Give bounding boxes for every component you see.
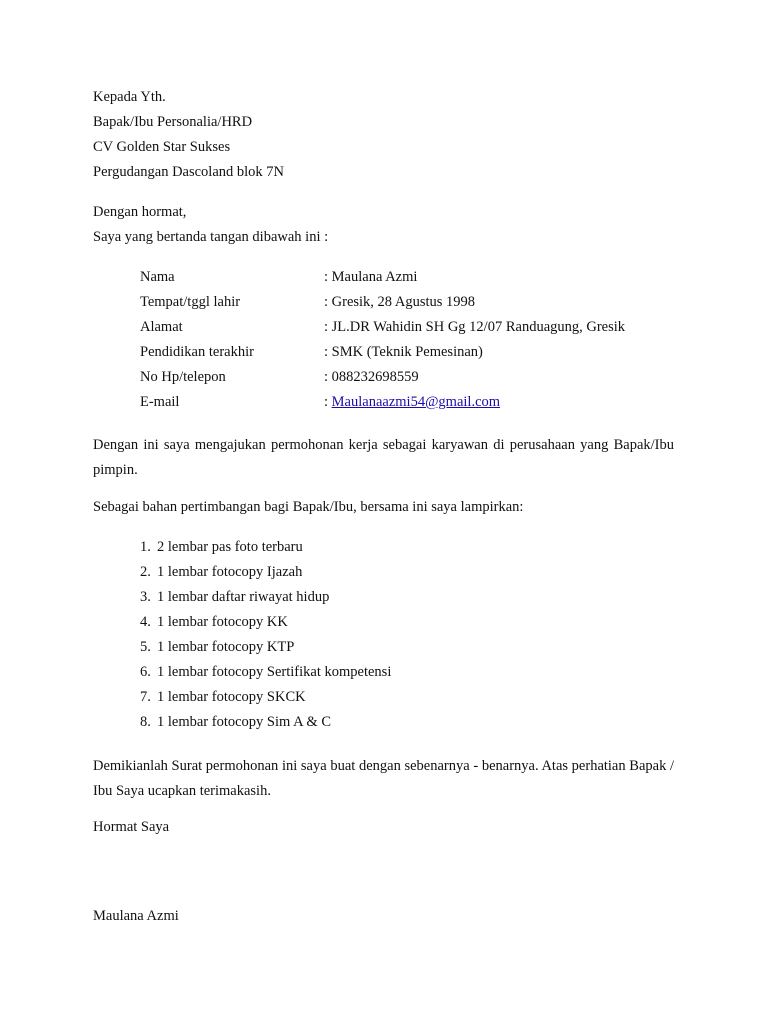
- list-item-number: 5.: [140, 639, 151, 655]
- field-value-email-row: [324, 393, 500, 411]
- list-item: 1 lembar daftar riwayat hidup: [157, 589, 330, 605]
- list-item: 1 lembar fotocopy Ijazah: [157, 564, 303, 580]
- email-link[interactable]: Maulanaazmi54@gmail.com: [331, 394, 501, 410]
- recipient-line-3: CV Golden Star Sukses: [93, 139, 231, 155]
- list-item: 1 lembar fotocopy Sim A & C: [157, 714, 331, 730]
- list-item: 1 lembar fotocopy Sertifikat kompetensi: [157, 664, 392, 680]
- field-value-birth: : Gresik, 28 Agustus 1998: [324, 294, 476, 310]
- sign-off: Hormat Saya: [93, 819, 170, 835]
- field-value-phone: : 088232698559: [324, 369, 419, 385]
- list-item-number: 1.: [140, 539, 151, 555]
- paragraph-attachments-intro: Sebagai bahan pertimbangan bagi Bapak/Ibu, bersama ini saya lampirkan:: [93, 499, 524, 515]
- intro-text: Saya yang bertanda tangan dibawah ini :: [93, 229, 329, 245]
- list-item-number: 7.: [140, 689, 151, 705]
- field-value-name: : Maulana Azmi: [324, 269, 418, 285]
- recipient-line-1: Kepada Yth.: [93, 89, 166, 105]
- field-label-education: Pendidikan terakhir: [140, 344, 254, 360]
- field-label-name: Nama: [140, 269, 175, 285]
- greeting: Dengan hormat,: [93, 204, 187, 220]
- paragraph-closing: Demikianlah Surat permohonan ini saya buat dengan sebenarnya - benarnya. Atas perhatian Bapak / Ibu Saya ucapkan terimakasih.: [93, 758, 674, 799]
- field-label-address: Alamat: [140, 319, 183, 335]
- list-item-number: 8.: [140, 714, 151, 730]
- field-label-birth: Tempat/tggl lahir: [140, 294, 241, 310]
- field-value-address: : JL.DR Wahidin SH Gg 12/07 Randuagung, Gresik: [324, 319, 626, 335]
- field-label-email: E-mail: [140, 394, 180, 410]
- list-item: 1 lembar fotocopy KK: [157, 614, 288, 630]
- email-prefix: :: [324, 394, 332, 410]
- list-item-number: 6.: [140, 664, 151, 680]
- list-item-number: 4.: [140, 614, 151, 630]
- list-item: 2 lembar pas foto terbaru: [157, 539, 303, 555]
- list-item: 1 lembar fotocopy KTP: [157, 639, 295, 655]
- list-item-number: 2.: [140, 564, 151, 580]
- field-label-phone: No Hp/telepon: [140, 369, 226, 385]
- recipient-line-4: Pergudangan Dascoland blok 7N: [93, 164, 285, 180]
- list-item-number: 3.: [140, 589, 151, 605]
- paragraph-application: Dengan ini saya mengajukan permohonan kerja sebagai karyawan di perusahaan yang Bapak/Ibu pimpin.: [93, 437, 674, 478]
- list-item: 1 lembar fotocopy SKCK: [157, 689, 306, 705]
- signature-name: Maulana Azmi: [93, 908, 179, 924]
- recipient-line-2: Bapak/Ibu Personalia/HRD: [93, 114, 253, 130]
- field-value-education: : SMK (Teknik Pemesinan): [324, 344, 483, 360]
